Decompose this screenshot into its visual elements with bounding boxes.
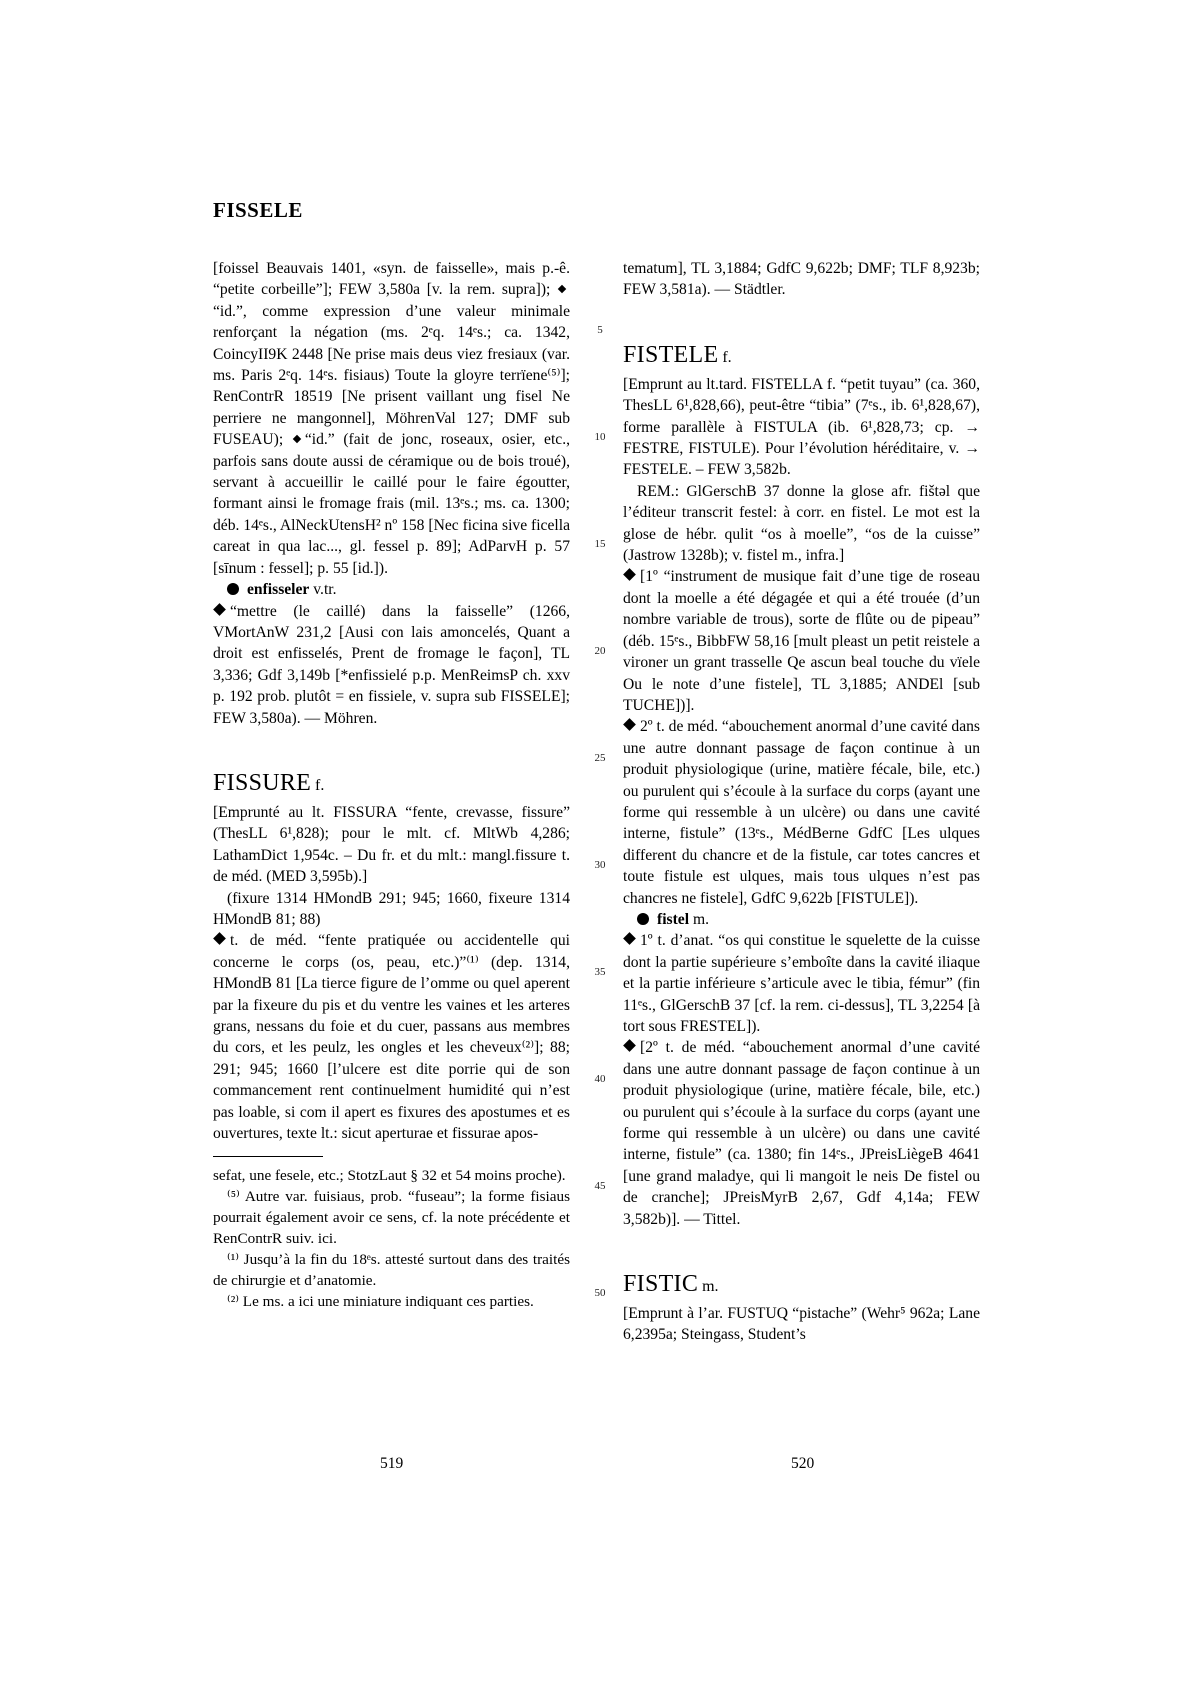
- lemma-fissure-gram: f.: [315, 776, 325, 794]
- entry-fistel-sense-2: [2º t. de méd. “abouchement anormal d’une cavité dans une autre donnant passage de façon continue à un produit physiologique (urine, matière fécale, bile, etc.) ou purulent qui s’écoule à la surface du corps (ayant une forme qui ressemble à un ulcère) ou dans une cavité interne, fistule” (ca. 1380; fin 14ᵉs., JPreisLiègeB 4641 [une grand maladye, qui li mangoit le neis De fistel ou de cranche]; JPreisMyrB 2,67, Gdf 4,14a; FEW 3,582b)]. — Tittel.: [623, 1039, 980, 1228]
- entry-fistele-etymology: [Emprunt au lt.tard. FISTELLA f. “petit tuyau” (ca. 360, ThesLL 6¹,828,66), peut-être “tibia” (7ᵉs., ib. 6¹,828,67), forme parallèle à FISTULA (ib. 6¹,828,73; cp. → FESTRE, FISTULE). Pour l’évolution héréditaire, v. → FESTELE. – FEW 3,582b.: [623, 375, 980, 479]
- line-number: 5: [597, 324, 603, 336]
- sub-lemma-gram: v.tr.: [313, 581, 337, 599]
- entry-enfisseler-sense: “mettre (le caillé) dans la faisselle” (1266, VMortAnW 231,2 [Ausi con lais amoncelés, Quant a droit est enfisselés, Prent de fromage le façon], TL 3,336; Gdf 3,149b [*enfissielé p.p. MenReimsP ch. xxv p. 192 prob. plutôt = en fissiele, v. supra sub FISSELE]; FEW 3,580a). — Möhren.: [213, 602, 570, 727]
- line-number: 35: [594, 966, 606, 978]
- line-number: 30: [594, 859, 606, 871]
- entry-fistel-sense-1: 1º t. d’anat. “os qui constitue le squelette de la cuisse dont la partie supérieure s’emboîte dans la cavité iliaque et la partie inférieure s’articule avec le tibia, fémur” (fin 11ᵉs., GlGerschB 37 [cf. la rem. ci-dessus], TL 3,2254 [à tort sous FRESTEL]).: [623, 932, 980, 1035]
- line-number: 40: [594, 1073, 606, 1085]
- lemma-fistic-heading: [623, 1270, 980, 1301]
- line-number: 10: [594, 431, 606, 443]
- page-number-right: 520: [791, 1455, 815, 1472]
- sub-lemma-enfisseler: enfisseler: [247, 581, 310, 599]
- entry-fissure-continuation: tematum], TL 3,1884; GdfC 9,622b; DMF; TLF 8,923b; FEW 3,581a). — Städtler.: [623, 260, 980, 299]
- sub-lemma-gram: m.: [692, 910, 709, 928]
- diamond-icon: [293, 435, 301, 443]
- sub-lemma-line: [213, 579, 570, 600]
- footnote-divider: [213, 1156, 323, 1157]
- page-number-left: 519: [380, 1455, 404, 1472]
- entry-fissure-sense: t. de méd. “fente pratiquée ou accidentelle qui concerne le corps (os, peau, etc.)”⁽¹⁾ (dep. 1314, HMondB 81 [La tierce figure de l’omme ou quel aperent par la fixeure du pis et du ventre les vaines et les arteres grans, nessans du foie et du cuer, passans aus membres du cors, et les peulz, les ongles et les cheveux⁽²⁾]; 88; 291; 945; 1660 [l’ulcere est dite porrie qui de son commancement rent continuelment humidité qui n’est pas loable, si com il apert es fixures des apostumes et es ouvertures, texte lt.: sicut aperturae et fissurae apos-: [213, 932, 570, 1143]
- footnote-continuation: sefat, une fesele, etc.; StotzLaut § 32 et 54 moins proche).: [213, 1167, 566, 1185]
- bullet-icon: [227, 583, 239, 595]
- entry-fissure-etymology: [Emprunté au lt. FISSURA “fente, crevasse, fissure” (ThesLL 6¹,828); pour le mlt. cf. MltWb 4,286; LathamDict 1,954c. – Du fr. et du mlt.: mangl.fissure t. de méd. (MED 3,595b).]: [213, 803, 570, 886]
- entry-fistic-etymology: [Emprunt à l’ar. FUSTUQ “pistache” (Wehr⁵ 962a; Lane 6,2395a; Steingass, Student’s: [623, 1305, 980, 1344]
- sub-lemma-fistel: fistel: [657, 910, 690, 928]
- diamond-icon: [623, 933, 636, 946]
- entry-fissele-continuation: [foissel Beauvais 1401, «syn. de faisselle», mais p.-ê. “petite corbeille”]; FEW 3,580a [v. la rem. supra]); “id.”, comme expression d’une valeur minimale renforçant la négation (ms. 2ᵉq. 14ᵉs.; ca. 1342, CoincyII9K 2448 [Ne prise mais deus viez fresiaux (var. ms. Paris 2ᵉq. 14ᵉs. fisiaus) Toute la gloyre terrïene⁽⁵⁾]; RenContrR 18519 [Ne prisent vaillant ung fisel Ne perriere ne mangonnel], MöhrenVal 127; DMF sub FUSEAU); “id.” (fait de jonc, roseaux, osier, etc., parfois sans doute aussi de céramique ou de bois troué), servant à accueillir le caillé pour le faire égoutter, formant ainsi le fromage frais (mil. 13ᵉs.; ms. ca. 1300; déb. 14ᵉs., AlNeckUtensH² nº 158 [Nec ficina sive ficella careat in qua lac..., gl. fessel p. 89]; AdParvH p. 57 [sīnum : fessel]; p. 55 [id.]).: [213, 260, 570, 577]
- lemma-fistele-gram: f.: [722, 348, 732, 366]
- line-number: 20: [594, 645, 606, 657]
- diamond-icon: [623, 569, 636, 582]
- footnote-2: ⁽²⁾ Le ms. a ici une miniature indiquant ces parties.: [227, 1293, 534, 1311]
- lemma-fistele-heading: [623, 341, 980, 372]
- entry-fistele-remark: REM.: GlGerschB 37 donne la glose afr. fištəl que l’éditeur transcrit festel: à corr. en fistel. Le mot est la glose de hébr. qulit “os à moelle”, “os de la cuisse” (Jastrow 1328b); v. fistel m., infra.]: [623, 482, 980, 565]
- diamond-icon: [623, 1040, 636, 1053]
- left-column: [213, 258, 570, 1312]
- entry-fistele-sense-1: [1º “instrument de musique fait d’une tige de roseau dont la moelle a été dégagée et qui a été trouée (d’un nombre variable de trous), sorte de flûte ou de pipeau” (déb. 15ᵉs., BibbFW 58,16 [mult pleast un petit reistele a vironer un grant trasselle Qe ascun beal touche du vïele Ou le note d’une fistele], TL 3,1885; ANDEl [sub TUCHE])].: [623, 568, 980, 714]
- lemma-fistic-gram: m.: [702, 1278, 719, 1296]
- sub-lemma-line: [623, 909, 980, 930]
- right-column: [623, 258, 980, 1346]
- lemma-fissure-heading: [213, 769, 570, 800]
- line-number: 50: [594, 1287, 606, 1299]
- lemma-fissure: FISSURE: [213, 769, 312, 796]
- diamond-icon: [213, 933, 226, 946]
- line-number: 15: [594, 538, 606, 550]
- diamond-icon: [623, 718, 636, 731]
- line-number: 45: [594, 1180, 606, 1192]
- diamond-icon: [213, 603, 226, 616]
- lemma-fistic: FISTIC: [623, 1271, 699, 1298]
- entry-fistele-sense-2: 2º t. de méd. “abouchement anormal d’une cavité dans une autre donnant passage de façon continue à un produit physiologique (urine, matière fécale, bile, etc.) ou purulent qui s’écoule à la surface du corps (ayant une forme qui ressemble à un ulcère) ou dans une cavité interne, fistule” (13ᵉs., MédBerne GdfC [Les ulques different du chancre et de la fistule, car totes cancres et toute fistule est ulques, mais tous ulques n’est pas chancres ne fistele], GdfC 9,622b [FISTULE]).: [623, 718, 980, 907]
- footnote-1: ⁽¹⁾ Jusqu’à la fin du 18ᵉs. attesté surtout dans des traités de chirurgie et d’anatomie.: [213, 1251, 570, 1290]
- lemma-fistele: FISTELE: [623, 341, 719, 368]
- line-number: 25: [594, 752, 606, 764]
- page-header-title: FISSELE: [213, 198, 303, 222]
- bullet-icon: [637, 913, 649, 925]
- diamond-icon: [558, 285, 566, 293]
- footnote-5: ⁽⁵⁾ Autre var. fuisiaus, prob. “fuseau”; la forme fisiaus pourrait également avoir ce sens, cf. la note précédente et RenContrR suiv. ici.: [213, 1188, 570, 1248]
- entry-fissure-forms: (fixure 1314 HMondB 291; 945; 1660, fixeure 1314 HMondB 81; 88): [213, 889, 570, 928]
